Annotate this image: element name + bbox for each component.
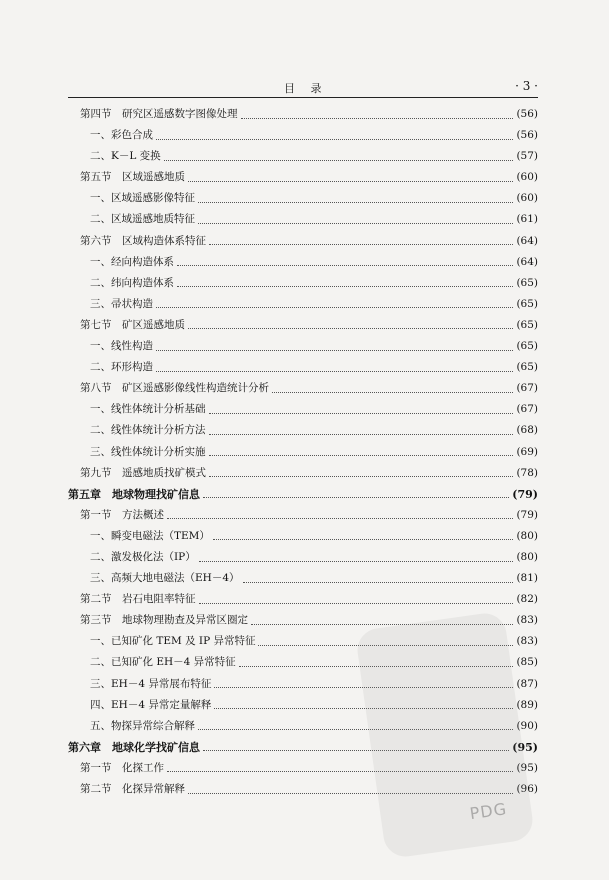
toc-entry-page: (60) — [516, 171, 538, 184]
toc-subsection-entry[interactable] — [68, 336, 538, 357]
toc-entry-label: 三、帚状构造 — [90, 297, 153, 310]
toc-entry-label: 一、区域遥感影像特征 — [90, 192, 195, 205]
toc-entry-page: (80) — [516, 550, 538, 563]
toc-entry-page: (61) — [516, 213, 538, 226]
toc-entry-page: (68) — [516, 424, 538, 437]
toc-subsection-entry[interactable] — [68, 294, 538, 315]
toc-entry-label: 第二节 化探异常解释 — [80, 783, 185, 795]
toc-entry-page: (65) — [516, 297, 538, 310]
toc-entry-page: (65) — [516, 318, 538, 331]
toc-subsection-entry[interactable] — [68, 125, 538, 146]
toc-entry-page: (95) — [512, 740, 538, 754]
toc-subsection-entry[interactable] — [68, 526, 538, 547]
header-title: 目 录 — [284, 82, 328, 95]
toc-entry-label: 第六章 地球化学找矿信息 — [68, 740, 200, 754]
toc-entry-label: 五、物探异常综合解释 — [90, 719, 195, 732]
dot-leader — [188, 327, 513, 329]
page-number: · 3 · — [515, 79, 538, 93]
dot-leader — [177, 264, 513, 266]
dot-leader — [156, 349, 513, 351]
toc-entry-page: (64) — [516, 234, 538, 247]
dot-leader — [198, 222, 513, 224]
toc-entry-label: 第一节 化探工作 — [80, 761, 164, 774]
toc-entry-label: 三、高频大地电磁法（EH－4） — [90, 572, 240, 585]
toc-entry-label: 第五节 区域遥感地质 — [80, 171, 185, 184]
toc-subsection-entry[interactable] — [68, 252, 538, 273]
toc-entry-label: 二、线性体统计分析方法 — [90, 424, 206, 437]
toc-section-entry[interactable] — [68, 378, 538, 399]
toc-entry-label: 第八节 矿区遥感影像线性构造统计分析 — [80, 382, 269, 395]
dot-leader — [188, 180, 513, 182]
toc-entry-page: (87) — [516, 677, 538, 690]
toc-entry-page: (56) — [516, 108, 538, 120]
toc-entry-page: (78) — [516, 466, 538, 479]
dot-leader — [241, 117, 514, 119]
toc-entry-label: 三、线性体统计分析实施 — [90, 445, 206, 458]
dot-leader — [177, 285, 513, 287]
dot-leader — [199, 560, 514, 562]
toc-entry-page: (85) — [516, 656, 538, 669]
toc-entry-page: (90) — [516, 719, 538, 732]
toc-entry-label: 一、经向构造体系 — [90, 255, 174, 268]
toc-entry-label: 一、线性体统计分析基础 — [90, 403, 206, 416]
toc-subsection-entry[interactable] — [68, 209, 538, 230]
toc-section-entry[interactable] — [68, 231, 538, 252]
dot-leader — [156, 370, 513, 372]
dot-leader — [209, 454, 514, 456]
toc-entry-page: (83) — [516, 614, 538, 627]
toc-entry-label: 第四节 研究区遥感数字图像处理 — [80, 108, 238, 120]
dot-leader — [209, 433, 514, 435]
dot-leader — [199, 602, 514, 604]
toc-section-entry[interactable] — [68, 589, 538, 610]
toc-entry-label: 二、激发极化法（IP） — [90, 550, 196, 563]
dot-leader — [167, 517, 513, 519]
toc-subsection-entry[interactable] — [68, 146, 538, 167]
toc-entry-page: (65) — [516, 340, 538, 353]
toc-entry-page: (95) — [516, 761, 538, 774]
toc-entry-page: (65) — [516, 276, 538, 289]
toc-subsection-entry[interactable] — [68, 188, 538, 209]
toc-entry-label: 一、彩色合成 — [90, 129, 153, 142]
toc-section-entry[interactable] — [68, 463, 538, 484]
toc-section-entry[interactable] — [68, 315, 538, 336]
toc-subsection-entry[interactable] — [68, 547, 538, 568]
toc-subsection-entry[interactable] — [68, 273, 538, 294]
dot-leader — [164, 159, 514, 161]
toc-entry-page: (60) — [516, 192, 538, 205]
toc-entry-page: (83) — [516, 635, 538, 648]
header-rule — [68, 97, 538, 98]
dot-leader — [156, 306, 513, 308]
toc-chapter-entry[interactable] — [68, 484, 538, 505]
toc-entry-page: (80) — [516, 529, 538, 542]
toc-subsection-entry[interactable] — [68, 399, 538, 420]
dot-leader — [209, 412, 514, 414]
running-header — [68, 80, 538, 96]
dot-leader — [243, 581, 514, 583]
toc-entry-page: (64) — [516, 255, 538, 268]
dot-leader — [209, 475, 513, 477]
library-stamp-watermark — [355, 611, 536, 860]
toc-subsection-entry[interactable] — [68, 420, 538, 441]
toc-entry-page: (79) — [512, 487, 538, 501]
toc-entry-page: (89) — [516, 698, 538, 711]
toc-entry-label: 二、纬向构造体系 — [90, 276, 174, 289]
toc-entry-label: 二、区域遥感地质特征 — [90, 213, 195, 226]
toc-entry-label: 第五章 地球物理找矿信息 — [68, 487, 200, 501]
toc-subsection-entry[interactable] — [68, 442, 538, 463]
toc-entry-page: (79) — [516, 508, 538, 521]
toc-entry-label: 四、EH－4 异常定量解释 — [90, 698, 212, 711]
toc-entry-page: (67) — [516, 382, 538, 395]
toc-entry-page: (56) — [516, 129, 538, 142]
dot-leader — [209, 243, 513, 245]
toc-entry-label: 二、已知矿化 EH－4 异常特征 — [90, 656, 236, 669]
toc-section-entry[interactable] — [68, 167, 538, 188]
toc-entry-page: (82) — [516, 593, 538, 606]
toc-entry-page: (57) — [516, 150, 538, 163]
dot-leader — [203, 496, 509, 498]
toc-entry-label: 第九节 遥感地质找矿模式 — [80, 466, 206, 479]
toc-entry-label: 二、K－L 变换 — [90, 150, 161, 163]
toc-entry-page: (65) — [516, 361, 538, 374]
toc-entry-page: (96) — [516, 783, 538, 795]
toc-entry-label: 一、已知矿化 TEM 及 IP 异常特征 — [90, 635, 256, 648]
dot-leader — [213, 538, 514, 540]
toc-entry-label: 一、瞬变电磁法（TEM） — [90, 529, 210, 542]
watermark-text: PDG — [468, 799, 509, 824]
toc-entry-label: 第七节 矿区遥感地质 — [80, 318, 185, 331]
toc-entry-label: 第二节 岩石电阻率特征 — [80, 593, 196, 606]
toc-entry-page: (69) — [516, 445, 538, 458]
toc-entry-label: 第一节 方法概述 — [80, 508, 164, 521]
toc-entry-label: 第三节 地球物理勘查及异常区圈定 — [80, 614, 248, 627]
toc-entry-label: 二、环形构造 — [90, 361, 153, 374]
toc-entry-page: (81) — [516, 572, 538, 585]
toc-subsection-entry[interactable] — [68, 357, 538, 378]
toc-subsection-entry[interactable] — [68, 568, 538, 589]
toc-entry-label: 三、EH－4 异常展布特征 — [90, 677, 212, 690]
dot-leader — [198, 201, 513, 203]
toc-section-entry[interactable] — [68, 104, 538, 125]
toc-section-entry[interactable] — [68, 505, 538, 526]
dot-leader — [272, 391, 513, 393]
toc-entry-page: (67) — [516, 403, 538, 416]
dot-leader — [156, 138, 513, 140]
toc-entry-label: 第六节 区域构造体系特征 — [80, 234, 206, 247]
toc-entry-label: 一、线性构造 — [90, 340, 153, 353]
